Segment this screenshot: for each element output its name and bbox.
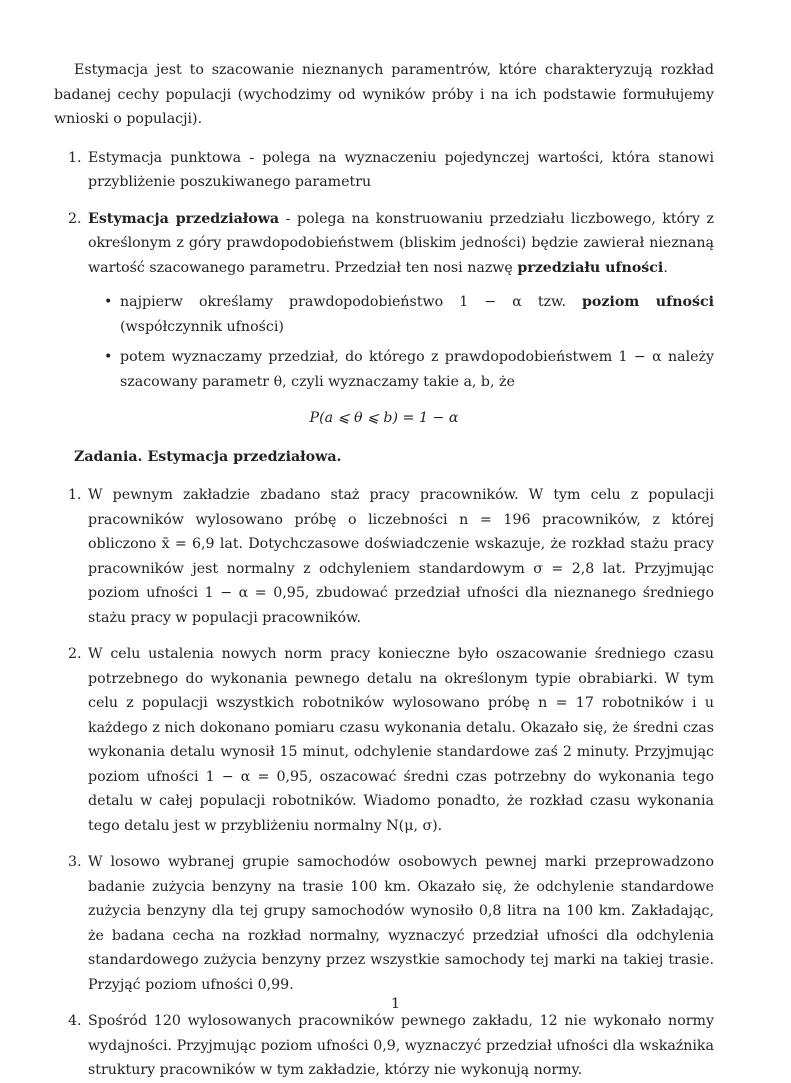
bullet-item-1: [104, 290, 714, 339]
definition-text: Estymacja punktowa - polega na wyznaczeniu pojedynczej wartości, która stanowi przybliżenie poszukiwanego parametru: [88, 149, 714, 190]
definition-number: 1.: [68, 149, 82, 166]
task-item-4: [54, 1009, 714, 1083]
bullet-icon: •: [104, 294, 113, 310]
task-text: W pewnym zakładzie zbadano staż pracy pracowników. W tym celu z populacji pracowników wylosowano próbę o liczebności n = 196 pracowników, z której obliczono x̄ = 6,9 lat. Dotychczasowe doświadczenie wskazuje, że rozkład stażu pracy pracowników jest normalny z odchyleniem standardowym σ = 2,8 lat. Przyjmując poziom ufności 1 − α = 0,95, zbudować przedział ufności dla nieznanego średniego stażu pracy w populacji pracowników.: [88, 487, 714, 626]
definitions-list: [54, 146, 714, 395]
bullet-item-2: [104, 345, 714, 394]
definition-term-2: przedziału ufności: [517, 259, 664, 276]
bullet-term: poziom ufności: [582, 294, 714, 310]
formula: P(a ⩽ θ ⩽ b) = 1 − α: [309, 410, 459, 426]
definition-text-end: .: [663, 259, 668, 276]
definition-item-2: [54, 207, 714, 395]
page-number: 1: [390, 996, 401, 1012]
task-number: 3.: [68, 854, 82, 870]
bullet-text: najpierw określamy prawdopodobieństwo 1 − α tzw.: [120, 294, 583, 310]
task-text: W losowo wybranej grupie samochodów osobowych pewnej marki przeprowadzono badanie zużycia benzyny na trasie 100 km. Okazało się, że odchylenie standardowe zużycia benzyny dla tej grupy samochodów wynosiło 0,8 litra na 100 km. Zakładając, że badana cecha na rozkład normalny, wyznaczyć przedział ufności dla odchylenia standardowego zużycia benzyny przez wszystkie samochody tej marki na takiej trasie. Przyjąć poziom ufności 0,99.: [88, 854, 714, 993]
intro-paragraph: Estymacja jest to szacowanie nieznanych paramentrów, które charakteryzują rozkład badanej cechy populacji (wychodzimy od wyników próby i na ich podstawie formułujemy wnioski o populacji).: [54, 62, 714, 127]
definition-number: 2.: [68, 210, 82, 227]
task-text: W celu ustalenia nowych norm pracy konieczne było oszacowanie średniego czasu potrzebnego do wykonania pewnego detalu na określonym typie obrabiarki. W tym celu z populacji wszystkich robotników wylosowano próbę n = 17 robotników i u każdego z nich dokonano pomiaru czasu wykonania detalu. Okazało się, że średni czas wykonania detalu wynosił 15 minut, odchylenie standardowe zaś 2 minuty. Przyjmując poziom ufności 1 − α = 0,95, oszacować średni czas potrzebny do wykonania tego detalu w całej populacji robotników. Wiadomo ponadto, że rozkład czasu wykonania tego detalu jest w przybliżeniu normalny N(μ, σ).: [88, 646, 714, 834]
task-text: Spośród 120 wylosowanych pracowników pewnego zakładu, 12 nie wykonało normy wydajności. Przyjmując poziom ufności 0,9, wyznaczyć przedział ufności dla wskaźnika struktury pracowników w tym zakładzie, którzy nie wykonują normy.: [88, 1013, 714, 1078]
bullet-text: potem wyznaczamy przedział, do którego z prawdopodobieństwem 1 − α należy szacowany parametr θ, czyli wyznaczamy takie a, b, że: [120, 349, 714, 390]
task-number: 1.: [68, 487, 82, 503]
bullet-list: [88, 290, 714, 394]
bullet-icon: •: [104, 349, 113, 365]
task-item-2: [54, 642, 714, 838]
task-number: 4.: [68, 1013, 82, 1029]
definition-item-1: [54, 146, 714, 195]
definition-text: - polega na konstruowaniu przedziału liczbowego, który z określonym z góry prawdopodobieństwem (bliskim jedności) będzie zawierał nieznaną wartość szacowanego parametru. Przedział ten nosi nazwę: [88, 210, 714, 276]
document-page: [54, 58, 714, 1083]
tasks-list: [54, 483, 714, 1083]
task-item-1: [54, 483, 714, 630]
section-heading: Zadania. Estymacja przedziałowa.: [74, 448, 342, 465]
task-item-3: [54, 850, 714, 997]
bullet-text-end: (współczynnik ufności): [120, 318, 284, 335]
definition-term: Estymacja przedziałowa: [88, 210, 280, 227]
task-number: 2.: [68, 646, 82, 662]
